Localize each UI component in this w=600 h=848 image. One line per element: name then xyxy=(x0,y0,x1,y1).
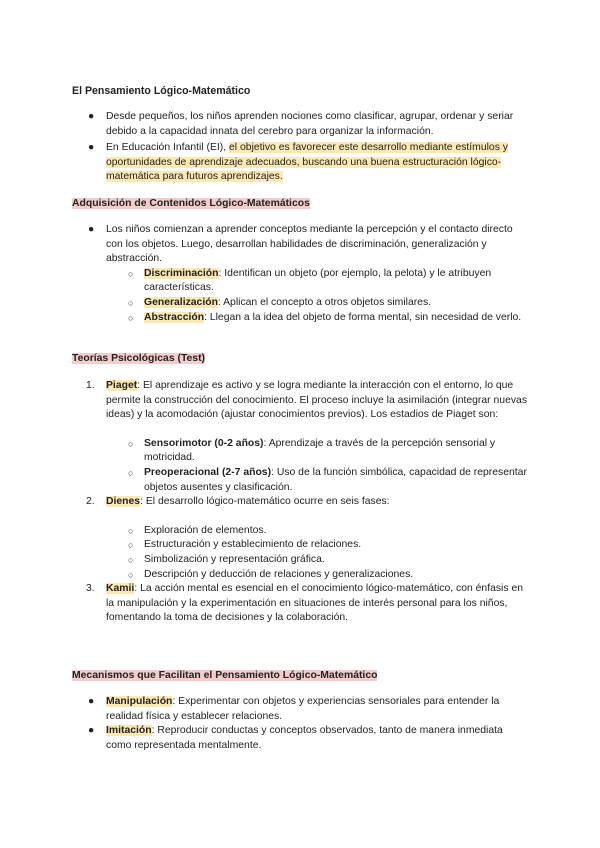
list-item xyxy=(72,110,528,139)
item-text: : Experimentar con objetos y experiencias sensoriales para entender la realidad física y establecer relaciones. xyxy=(106,696,500,722)
sub-item xyxy=(72,437,528,466)
section-3-list xyxy=(72,695,528,753)
item-text: Descripción y deducción de relaciones y generalizaciones. xyxy=(144,568,414,580)
item-text: Los niños comienzan a aprender conceptos mediante la percepción y el contacto directo con los objetos. Luego, desarrollan habilidades de discriminación, generalización y abstracción. xyxy=(106,224,513,265)
term: Generalización xyxy=(144,296,218,308)
list-item xyxy=(72,141,528,185)
item-text: : El desarrollo lógico-matemático ocurre en seis fases: xyxy=(140,496,390,508)
list-item xyxy=(72,495,528,510)
intro-list xyxy=(72,110,528,185)
item-text: Desde pequeños, los niños aprenden nociones como clasificar, agrupar, ordenar y seriar debido a la capacidad innata del cerebro para organizar la información. xyxy=(106,111,514,137)
section-heading: Mecanismos que Facilitan el Pensamiento Lógico-Matemático xyxy=(72,670,378,681)
highlighted-text: el objetivo es favorecer este desarrollo mediante estímulos y oportunidades de aprendizaje adecuados, buscando una buena estructuración lógico-matemática para futuros aprendizajes. xyxy=(106,142,508,183)
sub-item xyxy=(72,267,528,296)
bullet: ● xyxy=(88,224,95,235)
list-item xyxy=(72,582,528,626)
list-item xyxy=(72,695,528,724)
section-2-list xyxy=(72,379,528,626)
item-text: : La acción mental es esencial en el conocimiento lógico-matemático, con énfasis en la manipulación y la experimentación en situaciones de interés personal para los niños, fomentando la toma de decisiones y la colaboración. xyxy=(106,583,524,624)
bullet: ● xyxy=(88,111,95,122)
sub-item xyxy=(72,296,528,311)
term: Dienes xyxy=(106,496,141,508)
item-text: : Identifican un objeto (por ejemplo, la pelota) y le atribuyen características. xyxy=(144,267,492,294)
bullet: ○ xyxy=(128,467,134,478)
bullet: ● xyxy=(88,725,95,737)
item-text: : El aprendizaje es activo y se logra mediante la interacción con el entorno, lo que permite la construcción del conocimiento. El proceso incluye la asimilación (integrar nuevas ideas) y la acomodación (ajustar conocimientos previos). Los estadios de Piaget son: xyxy=(106,380,528,421)
item-text: : Uso de la función simbólica, capacidad de representar objetos ausentes y clasificación. xyxy=(144,466,527,493)
bullet: ○ xyxy=(128,569,134,580)
bullet: ○ xyxy=(128,540,134,551)
item-text: Estructuración y establecimiento de relaciones. xyxy=(144,539,362,551)
list-item xyxy=(72,379,528,423)
item-number: 1. xyxy=(86,380,95,391)
item-text: : Aplican el concepto a otros objetos similares. xyxy=(217,296,432,308)
term: Preoperacional (2-7 años) xyxy=(144,466,272,478)
item-text: Exploración de elementos. xyxy=(144,524,267,536)
section-heading: Adquisición de Contenidos Lógico-Matemáticos xyxy=(72,198,310,209)
bullet: ○ xyxy=(128,525,134,536)
sub-item xyxy=(72,311,528,326)
term: Sensorimotor (0-2 años) xyxy=(144,437,264,449)
bullet: ○ xyxy=(128,297,134,308)
item-number: 2. xyxy=(86,496,95,508)
item-text: En Educación Infantil (EI), xyxy=(106,142,230,154)
item-number: 3. xyxy=(86,583,95,595)
term: Manipulación xyxy=(106,696,173,707)
bullet: ○ xyxy=(128,554,134,565)
sub-item xyxy=(72,524,528,539)
item-text: : Llegan a la idea del objeto de forma mental, sin necesidad de verlo. xyxy=(204,311,522,323)
item-text: : Aprendizaje a través de la percepción sensorial y motricidad. xyxy=(144,437,496,464)
bullet: ● xyxy=(88,696,95,707)
doc-title: El Pensamiento Lógico-Matemático xyxy=(72,85,251,97)
item-text: Simbolización y representación gráfica. xyxy=(144,553,325,565)
sub-item xyxy=(72,538,528,553)
list-item xyxy=(72,724,528,753)
term: Piaget xyxy=(106,380,138,391)
term: Kamii xyxy=(106,583,135,595)
sub-item xyxy=(72,553,528,568)
sub-item xyxy=(72,466,528,495)
item-text: : Reproducir conductas y conceptos observados, tanto de manera inmediata como representada mentalmente. xyxy=(106,725,503,751)
section-heading: Teorías Psicológicas (Test) xyxy=(72,353,206,364)
bullet: ○ xyxy=(128,312,134,323)
section-1-list xyxy=(72,223,528,325)
sub-item xyxy=(72,568,528,583)
term: Discriminación xyxy=(144,267,219,279)
term: Abstracción xyxy=(144,311,205,323)
bullet: ○ xyxy=(128,268,134,279)
term: Imitación xyxy=(106,725,152,737)
list-item xyxy=(72,223,528,267)
bullet: ○ xyxy=(128,438,134,449)
bullet: ● xyxy=(88,142,95,154)
